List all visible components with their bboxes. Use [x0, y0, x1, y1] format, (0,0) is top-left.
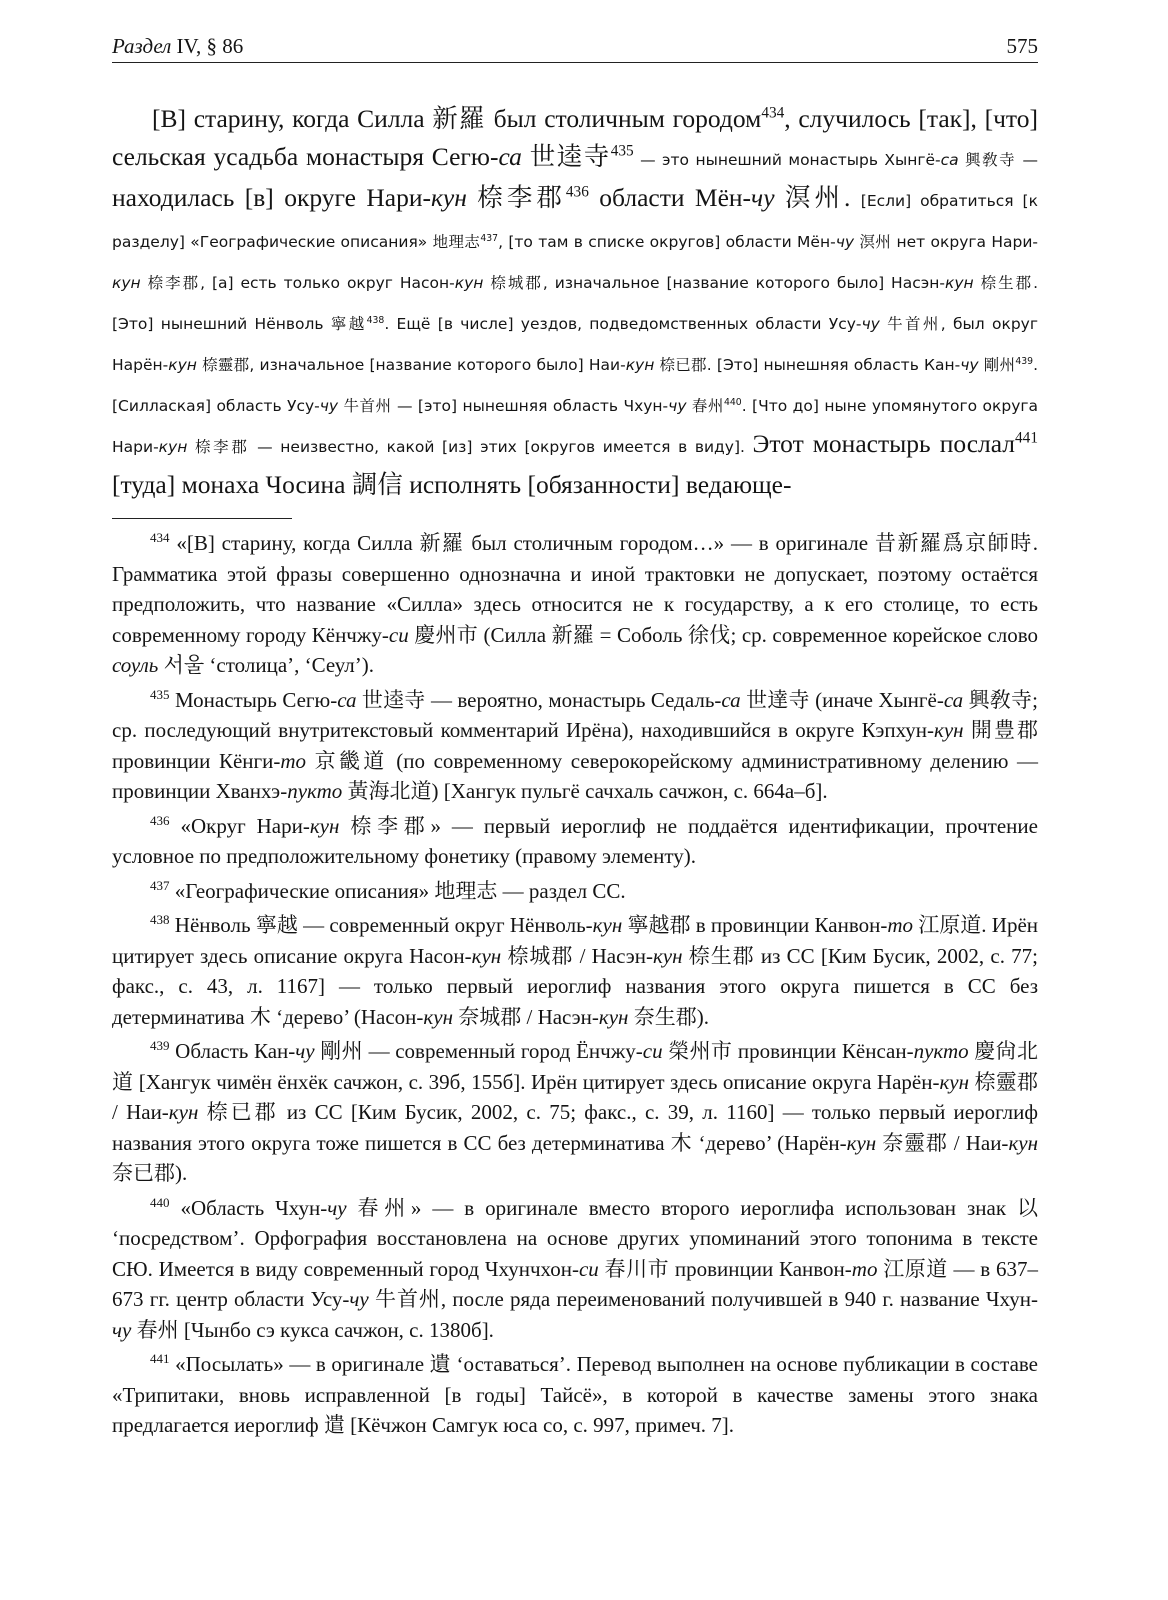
text-run-italic: чу: [835, 233, 855, 251]
footnote-text: 春州 [Чынбо сэ кукса сачжон, с. 1380б].: [131, 1317, 494, 1342]
text-run: 興敎寺 —: [958, 151, 1038, 169]
text-run: 春州: [686, 397, 724, 415]
main-text-paragraph: [112, 100, 1038, 504]
footnote-text-italic: то: [280, 748, 307, 773]
footnote-437: [112, 876, 1038, 907]
footnote-ref-438: 438: [366, 314, 385, 326]
footnote-ref-436: 436: [565, 183, 589, 201]
text-run-italic: чу: [751, 183, 775, 212]
footnote-text-italic: си: [388, 622, 409, 647]
footnote-text-italic: кун: [1008, 1130, 1038, 1155]
text-run: 㮈靈郡, изначальное [название которого было] Наи-: [196, 356, 626, 374]
running-title-section-word: Раздел: [112, 34, 172, 58]
footnote-number: 435: [150, 686, 170, 702]
footnote-number: 434: [150, 530, 170, 545]
footnote-435: [112, 685, 1038, 807]
text-run-italic: чу: [861, 315, 880, 333]
text-run: . [Силлаская] область Усу-: [112, 356, 1038, 415]
footnote-text: 㮈城郡 / Насэн-: [501, 943, 653, 968]
footnote-text: «Округ Нари-: [180, 813, 310, 838]
footnote-text-italic: кун: [652, 943, 683, 968]
footnote-text: 奈生郡).: [628, 1004, 709, 1029]
footnote-438: [112, 910, 1038, 1032]
footnote-text-italic: кун: [939, 1069, 970, 1094]
footnote-ref-439: 439: [1015, 355, 1034, 367]
footnote-text-italic: кун: [471, 943, 502, 968]
footnote-number: 436: [150, 812, 170, 828]
footnote-text: 京畿道 (по современному северокорейскому административному делению — провинции Хванхэ-: [112, 748, 1038, 803]
text-run: 㮈李郡: [466, 183, 566, 212]
footnote-text: 서울 ‘столица’, ‘Сеул’).: [158, 653, 374, 677]
footnote-text: «Географические описания» 地理志 — раздел СС.: [174, 878, 626, 903]
footnote-ref-440: 440: [723, 396, 742, 408]
text-run: 㮈李郡 — неизвестно, какой [из] этих [округов имеется в виду].: [187, 438, 753, 456]
text-run-italic: кун: [158, 438, 188, 456]
footnote-text: 㮈生郡 из СС [Ким Бусик, 2002, с. 77; факс., с. 43, л. 1167] — только первый иероглиф названия этого округа пишется в СС без детерминатива 木 ‘дерево’ (Насон-: [112, 943, 1038, 1029]
footnote-divider: [112, 518, 292, 519]
footnote-text-italic: си: [642, 1039, 663, 1063]
footnote-text: «[В] старину, когда Силла 新羅 был столичным городом…» — в оригинале 昔新羅爲京師時. Грамматика этой фразы совершенно однозначна и иной трактовки не допускает, поэтому остаётся предположить, что название «Силла» здесь относится не к государству, а к его столице, то есть современному городу Кёнчжу-: [112, 531, 1039, 647]
text-run: 牛首州 — [это] нынешняя область Чхун-: [338, 397, 669, 415]
footnote-text: 奈已郡).: [112, 1161, 188, 1185]
text-run-italic: чу: [960, 356, 979, 374]
footnote-text-italic: кун: [598, 1004, 629, 1029]
text-run: 㮈生郡. [Это] нынешний Нёнволь 寧越: [112, 274, 1038, 333]
text-run-italic: кун: [454, 274, 484, 292]
text-run: 牛首州, был округ Нарён-: [112, 315, 1039, 374]
footnote-text-italic: чу: [112, 1317, 132, 1342]
footnote-text-italic: са: [943, 687, 964, 712]
footnote-text-italic: соуль: [112, 653, 159, 677]
text-run: 剛州: [978, 356, 1016, 374]
footnote-text-italic: кун: [423, 1004, 453, 1029]
footnote-text-italic: чу: [349, 1287, 369, 1311]
footnote-text-italic: то: [851, 1256, 878, 1281]
footnote-number: 441: [150, 1351, 170, 1366]
footnote-text-italic: кун: [168, 1100, 199, 1124]
text-run: 溟州.: [774, 183, 861, 212]
footnote-text-italic: кун: [592, 913, 623, 937]
footnote-number: 437: [150, 877, 170, 893]
text-run: [туда] монаха Чосина 調信 исполнять [обязанности] ведающе-: [112, 470, 792, 499]
text-run: . Ещё [в числе] уездов, подведомственных области Усу-: [384, 315, 862, 333]
footnote-440: [112, 1193, 1038, 1346]
footnote-text: 寧越郡 в провинции Канвон-: [622, 913, 888, 937]
text-run-italic: кун: [112, 274, 141, 292]
footnote-text: Нёнволь 寧越 — современный округ Нёнволь-: [174, 913, 593, 937]
text-run: [В] старину, когда Силла 新羅 был столичным городом: [152, 104, 762, 133]
text-run: 㮈城郡, изначальное [название которого было] Насэн-: [483, 274, 945, 292]
text-run: — это нынешний монастырь Хынгё-: [633, 151, 941, 169]
text-run-italic: са: [498, 142, 522, 171]
footnote-text-italic: кун: [846, 1130, 877, 1155]
footnote-text: 開豊郡 провинции Кёнги-: [112, 718, 1039, 773]
footnote-text: 世逵寺 — вероятно, монастырь Седаль-: [356, 687, 722, 712]
text-run: 世逵寺: [521, 142, 611, 171]
footnote-ref-434: 434: [761, 104, 785, 122]
footnote-number: 438: [150, 912, 170, 927]
footnote-text: 剛州 — современный город Ёнчжу-: [314, 1039, 643, 1063]
footnote-text: 牛首州, после ряда переименований получившей в 940 г. название Чхун-: [368, 1287, 1038, 1311]
footnote-text: «Посылать» — в оригинале 遺 ‘оставаться’. Перевод выполнен на основе публикации в составе «Трипитаки, вновь исправленной [в годы] Тайсё», в которой в качестве замены этого знака предлагается иероглиф 遣 [Кёчжон Самгук юса со, с. 997, примеч. 7].: [112, 1352, 1038, 1437]
text-run: 溟州 нет округа Нари-: [854, 233, 1038, 251]
footnote-text: 江原道. Ирён цитирует здесь описание округа Насон-: [112, 913, 1039, 968]
text-run-italic: кун: [168, 356, 197, 374]
footnote-number: 439: [150, 1038, 170, 1053]
footnote-text: 興敎寺; ср. последующий внутритекстовый комментарий Ирёна), находившийся в округе Кэпхун-: [112, 687, 1038, 742]
running-title: [112, 34, 243, 59]
text-run-italic: чу: [319, 397, 339, 415]
footnote-text-italic: пукто: [287, 779, 343, 803]
text-run-italic: чу: [668, 397, 687, 415]
commentary-run: [634, 151, 1038, 169]
footnote-text: 㮈靈郡 / Наи-: [112, 1069, 1039, 1124]
text-run: , [то там в списке округов] области Мён-: [498, 233, 836, 251]
footnote-text-italic: то: [887, 913, 913, 937]
text-run: Этот монастырь послал: [752, 429, 1016, 458]
text-run: , случилось [так], [что] сельская усадьба монастыря Сегю-: [112, 104, 1038, 171]
text-run: области Мён-: [588, 183, 752, 212]
footnote-text-italic: са: [337, 687, 357, 712]
commentary-run: [112, 192, 1038, 456]
text-run-italic: кун: [625, 356, 655, 374]
footnote-434: [112, 528, 1038, 681]
text-run: 㮈已郡. [Это] нынешняя область Кан-: [654, 356, 961, 374]
text-run: . [Что до] ныне упомянутого округа Нари-: [112, 397, 1039, 456]
footnote-text: Монастырь Сегю-: [174, 687, 338, 712]
footnote-text: 慶尙北道 [Хангук чимён ёнхёк сачжон, с. 39б, 155б]. Ирён цитирует здесь описание округа Нарён-: [112, 1039, 1038, 1094]
footnotes-section: [112, 528, 1038, 1445]
footnote-text: 春川市 провинции Канвон-: [598, 1256, 852, 1281]
footnote-text-italic: чу: [295, 1039, 315, 1063]
footnote-text: 㮈已郡 из СС [Ким Бусик, 2002, с. 75; факс., с. 39, л. 1160] — только первый иероглиф названия этого округа тоже пишется в СС без детерминатива 木 ‘дерево’ (Нарён-: [112, 1100, 1038, 1155]
page-header: [112, 30, 1038, 63]
text-run: 㮈李郡, [а] есть только округ Насон-: [140, 274, 455, 292]
footnote-text: 㮈李郡» — первый иероглиф не поддаётся идентификации, прочтение условное по предположительному фонетику (правому элементу).: [112, 813, 1038, 868]
footnote-text: 慶州市 (Силла 新羅 = Соболь 徐伐; ср. современное корейское слово: [408, 622, 1038, 647]
text-run-italic: кун: [430, 183, 467, 212]
footnote-441: [112, 1349, 1038, 1441]
footnote-text-italic: са: [721, 687, 741, 712]
page-number: 575: [1006, 34, 1038, 58]
footnote-text-italic: чу: [327, 1195, 347, 1220]
footnote-text: Область Кан-: [175, 1039, 296, 1063]
footnote-text-italic: кун: [309, 813, 340, 838]
footnote-number: 440: [150, 1194, 170, 1210]
text-run-italic: са: [940, 151, 959, 169]
footnote-text: 江原道 — в 637–673 гг. центр области Усу-: [112, 1256, 1038, 1311]
footnote-436: [112, 811, 1038, 872]
footnote-ref-435: 435: [610, 142, 634, 160]
footnote-439: [112, 1036, 1038, 1189]
footnote-text: «Область Чхун-: [180, 1195, 328, 1220]
text-run: находилась [в] округе Нари-: [112, 183, 431, 212]
footnote-text-italic: кун: [934, 718, 964, 742]
footnote-text: 春州» — в оригинале вместо второго иероглифа использован знак 以 ‘посредством’. Орфография восстановлена на основе других упоминаний этого топонима в тексте СЮ. Имеется в виду современный город Чхунчхон-: [112, 1195, 1038, 1281]
text-run-italic: кун: [944, 274, 974, 292]
text-run: [Если] обратиться [к разделу] «Географические описания» 地理志: [112, 192, 1038, 251]
running-title-section-number: IV, § 86: [176, 34, 244, 58]
footnote-text-italic: пукто: [913, 1039, 969, 1063]
footnote-ref-441: 441: [1015, 429, 1038, 447]
footnote-text: 世達寺 (иначе Хынгё-: [740, 687, 944, 712]
footnote-text: 奈城郡 / Насэн-: [452, 1004, 599, 1029]
footnote-ref-437: 437: [480, 232, 499, 244]
footnote-text-italic: си: [578, 1256, 599, 1281]
footnote-text: 榮州市 провинции Кёнсан-: [662, 1039, 914, 1063]
footnote-text: 黃海北道) [Хангук пульгё сачхаль сачжон, с. 664а–б].: [342, 779, 828, 803]
footnote-text: 奈靈郡 / Наи-: [876, 1130, 1009, 1155]
